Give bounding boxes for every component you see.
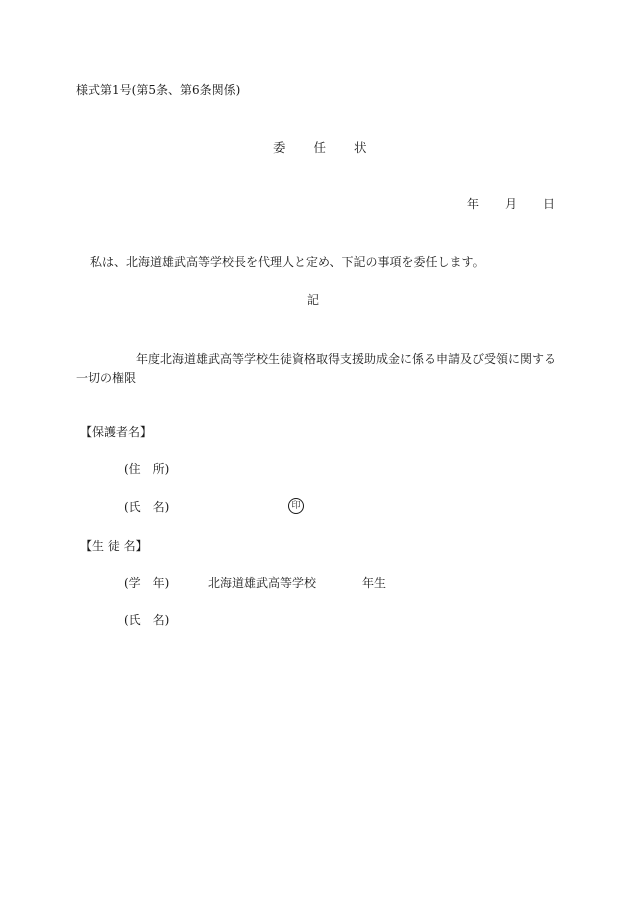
title-char-2: 任 [313, 140, 327, 155]
guardian-address-label: (住 所) [124, 462, 170, 476]
title-char-3: 状 [354, 140, 367, 155]
date-line [467, 198, 555, 210]
document-title [273, 142, 367, 155]
student-grade-label: (学 年) [124, 576, 170, 590]
student-name-label: (氏 名) [124, 613, 170, 627]
ki-heading: 記 [307, 293, 320, 307]
month-label: 月 [505, 197, 518, 211]
guardian-heading: 【保護者名】 [80, 425, 153, 439]
guardian-name-label: (氏 名) [124, 500, 170, 514]
matter-line-2: 一切の権限 [76, 371, 137, 385]
grade-suffix: 年生 [362, 576, 387, 590]
intro-statement: 私は、北海道雄武高等学校長を代理人と定め、下記の事項を委任します。 [90, 255, 485, 269]
year-label: 年 [467, 197, 480, 211]
title-char-1: 委 [273, 140, 286, 155]
form-number: 様式第1号(第5条、第6条関係) [76, 83, 241, 97]
student-heading: 【生 徒 名】 [80, 539, 148, 553]
school-name: 北海道雄武高等学校 [208, 576, 317, 590]
day-label: 日 [543, 197, 556, 211]
seal-mark-icon: 印 [288, 498, 304, 514]
delegated-matter [76, 350, 556, 388]
matter-line-1: 年度北海道雄武高等学校生徒資格取得支援助成金に係る申請及び受領に関する [136, 352, 557, 366]
